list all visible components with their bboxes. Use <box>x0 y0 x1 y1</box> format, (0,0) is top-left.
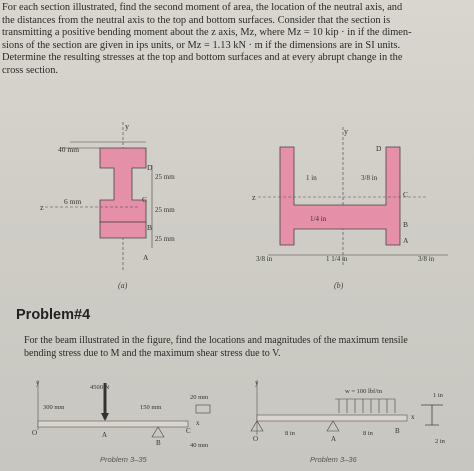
top-width-label: 40 mm <box>58 145 80 154</box>
left-span-label: 300 mm <box>43 404 65 411</box>
point-a-label: A <box>331 435 337 443</box>
figure-b <box>248 125 468 275</box>
bottom-mid-dim-label: 1 1/4 in <box>326 255 348 263</box>
text-line: Determine the resulting stresses at the top and bottom surfaces and at every abrupt change in the <box>2 52 403 64</box>
text-line: the distances from the neutral axis to the top and bottom surfaces. Consider that the section is <box>2 14 391 26</box>
figure-problem-3-35 <box>28 375 228 455</box>
problem-statement <box>2 2 468 78</box>
h-section-shape <box>280 147 400 245</box>
point-a-label: A <box>102 431 108 439</box>
right-span-label: 150 mm <box>140 404 162 411</box>
point-o-label: O <box>253 435 259 443</box>
point-a-label: A <box>143 253 149 262</box>
problem4-statement <box>24 335 464 360</box>
figure-a <box>40 120 240 290</box>
figure-a-caption: (a) <box>118 281 128 290</box>
bottom-left-dim-label: 3/8 in <box>256 255 273 263</box>
beam <box>38 421 188 427</box>
point-b-label: B <box>403 220 409 229</box>
support-b <box>152 427 164 437</box>
width-label: 40 mm <box>190 442 209 449</box>
load-label: w = 100 lbf/in <box>345 388 383 395</box>
span1-label: 8 in <box>285 430 295 437</box>
right-dim-label: 3/8 in <box>361 174 378 182</box>
x-axis-label: x <box>196 419 200 427</box>
text-line: transmitting a positive bending moment about the z axis, Mz, where Mz = 10 kip · in if the dimen- <box>2 27 412 39</box>
problem-3-35-caption: Problem 3–35 <box>100 455 147 464</box>
t-cross-section <box>421 405 443 425</box>
dogbone-lower-flange <box>100 222 146 238</box>
y-axis-label: y <box>344 127 348 136</box>
cross-section <box>196 405 210 413</box>
beam <box>257 415 407 421</box>
figure-b-caption: (b) <box>334 281 344 290</box>
point-c-label: C <box>142 195 148 204</box>
bottom-right-dim-label: 3/8 in <box>418 255 435 263</box>
point-b-label: B <box>147 223 153 232</box>
point-d-label: D <box>147 163 153 172</box>
point-b-label: B <box>395 427 400 435</box>
load-label: 4500 N <box>90 384 110 391</box>
point-o-label: O <box>32 429 38 437</box>
y-axis-label: y <box>255 379 259 387</box>
text-line: For the beam illustrated in the figure, find the locations and magnitudes of the maximum tensile <box>24 335 408 346</box>
point-c-label: C <box>403 190 409 199</box>
dim3-label: 25 mm <box>155 235 175 243</box>
point-b-label: B <box>156 439 161 447</box>
width-label: 2 in <box>435 438 445 445</box>
point-a-label: A <box>403 236 409 245</box>
top-dim-label: 1 in <box>306 174 317 182</box>
dim1-label: 25 mm <box>155 173 175 181</box>
height-label: 1 in <box>433 392 443 399</box>
z-axis-label: z <box>252 193 256 202</box>
problem4-heading: Problem#4 <box>16 307 91 323</box>
side-width-label: 6 mm <box>64 197 82 206</box>
y-axis-label: y <box>36 379 40 387</box>
y-axis-label: y <box>125 122 129 131</box>
point-d-label: D <box>376 144 382 153</box>
span2-label: 8 in <box>363 430 373 437</box>
text-line: For each section illustrated, find the second moment of area, the location of the neutral axis, and <box>2 2 403 13</box>
text-line: bending stress due to M and the maximum shear stress due to V. <box>24 347 281 359</box>
problem-3-36-caption: Problem 3–36 <box>310 455 357 464</box>
text-line: sions of the section are given in ips units, or Mz = 1.13 kN · m if the dimensions are in SI units. <box>2 39 401 51</box>
text-line: cross section. <box>2 64 58 76</box>
height-label: 20 mm <box>190 394 209 401</box>
z-axis-label: z <box>40 203 44 212</box>
point-c-label: C <box>186 427 191 435</box>
support-a <box>327 421 339 431</box>
figure-problem-3-36 <box>245 375 465 455</box>
mid-dim-label: 1/4 in <box>310 215 327 223</box>
x-axis-label: x <box>411 413 415 421</box>
dim2-label: 25 mm <box>155 206 175 214</box>
dogbone-section-shape <box>100 148 146 222</box>
distributed-load-arrows <box>335 399 395 413</box>
